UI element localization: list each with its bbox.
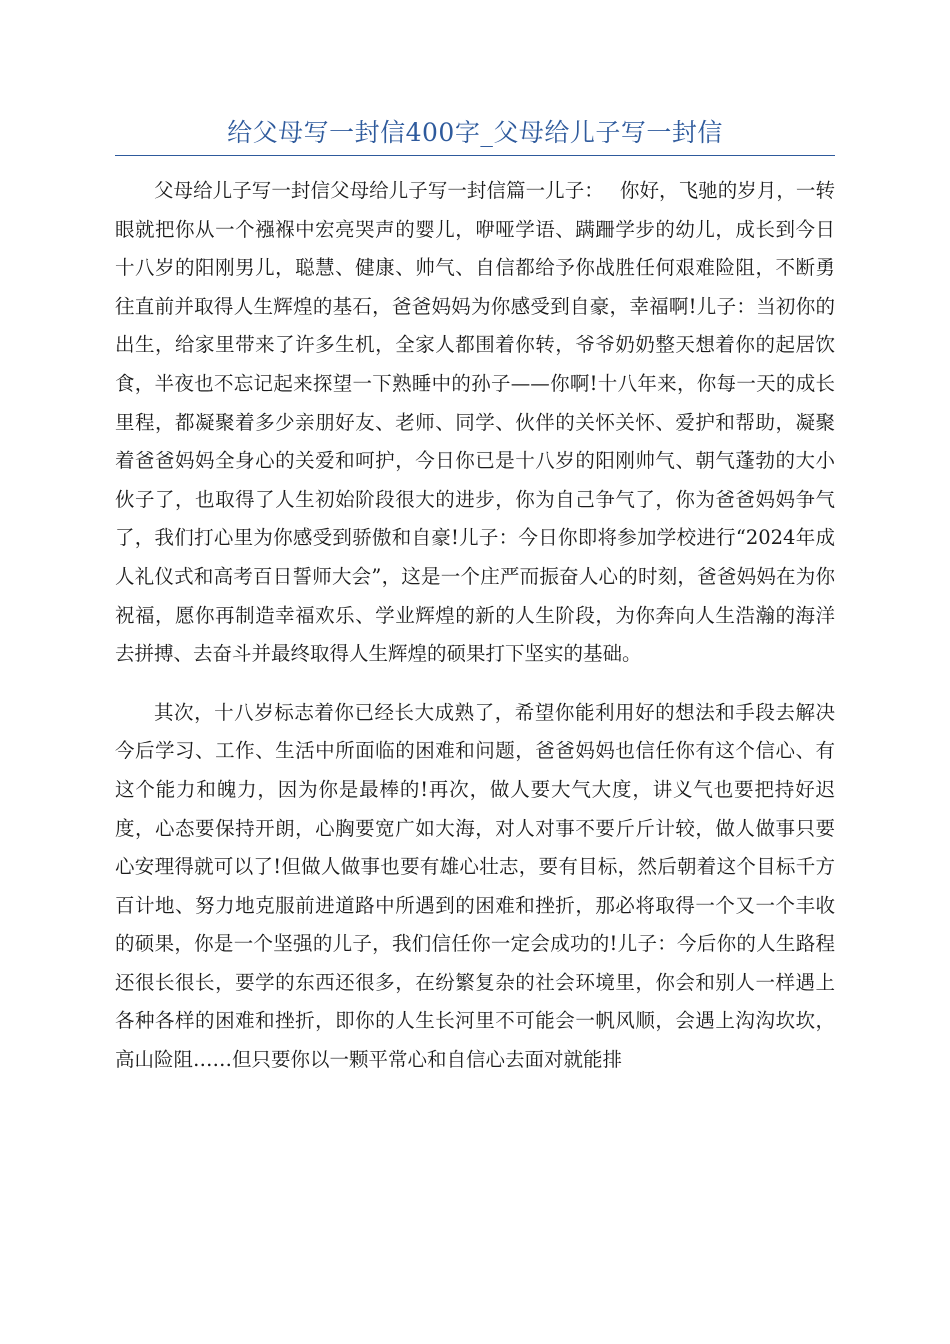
paragraph-1: 父母给儿子写一封信父母给儿子写一封信篇一儿子： 你好，飞驰的岁月，一转眼就把你从一个襁褓中宏亮哭声的婴儿，咿哑学语、蹒跚学步的幼儿，成长到今日十八岁的阳刚男儿，聪慧、健康、帅气、自信都给予你战胜任何艰难险阻，不断勇往直前并取得人生辉煌的基石，爸爸妈妈为你感受到自豪，幸福啊!儿子：当初你的出生，给家里带来了许多生机，全家人都围着你转，爷爷奶奶整天想着你的起居饮食，半夜也不忘记起来探望一下熟睡中的孙子——你啊!十八年来，你每一天的成长里程，都凝聚着多少亲朋好友、老师、同学、伙伴的关怀关怀、爱护和帮助，凝聚着爸爸妈妈全身心的关爱和呵护，今日你已是十八岁的阳刚帅气、朝气蓬勃的大小伙子了，也取得了人生初始阶段很大的进步，你为自己争气了，你为爸爸妈妈争气了，我们打心里为你感受到骄傲和自豪!儿子：今日你即将参加学校进行“2024年成人礼仪式和高考百日誓师大会”，这是一个庄严而振奋人心的时刻，爸爸妈妈在为你祝福，愿你再制造幸福欢乐、学业辉煌的新的人生阶段，为你奔向人生浩瀚的海洋去拼搏、去奋斗并最终取得人生辉煌的硕果打下坚实的基础。 [115,179,835,666]
paragraph-2: 其次，十八岁标志着你已经长大成熟了，希望你能利用好的想法和手段去解决今后学习、工作、生活中所面临的困难和问题，爸爸妈妈也信任你有这个信心、有这个能力和魄力，因为你是最棒的!再次，做人要大气大度，讲义气也要把持好迟度，心态要保持开朗，心胸要宽广如大海，对人对事不要斤斤计较，做人做事只要心安理得就可以了!但做人做事也要有雄心壮志，要有目标，然后朝着这个目标千方百计地、努力地克服前进道路中所遇到的困难和挫折，那必将取得一个又一个丰收的硕果，你是一个坚强的儿子，我们信任你一定会成功的!儿子：今后你的人生路程还很长很长，要学的东西还很多，在纷繁复杂的社会环境里，你会和别人一样遇上各种各样的困难和挫折，即你的人生长河里不可能会一帆风顺，会遇上沟沟坎坎，高山险阻……但只要你以一颗平常心和自信心去面对就能排 [115,700,835,1072]
letter-body [115,172,835,1080]
page-title: 给父母写一封信400字_父母给儿子写一封信 [227,118,723,147]
title-underline [115,155,835,156]
